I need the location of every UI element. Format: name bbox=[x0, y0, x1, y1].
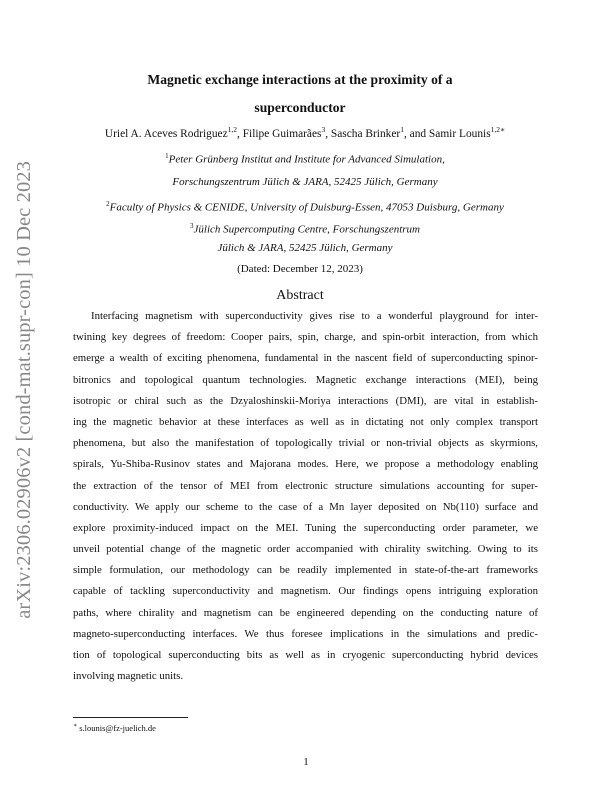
author-affiliation-mark: 1,2∗ bbox=[490, 125, 506, 134]
abstract-line: unveil potential change of the magnetic order accompanied with chirality switching. Owing to its bbox=[73, 543, 538, 556]
author-affiliation-mark: 3 bbox=[321, 125, 326, 134]
affiliation-1-line-1 bbox=[40, 148, 570, 168]
abstract-line: bitronics and topological quantum technologies. Magnetic exchange interactions (MEI), being bbox=[73, 373, 538, 386]
footnote bbox=[73, 722, 156, 733]
affiliation-1-line-2 bbox=[40, 174, 570, 190]
affiliation-mark: 1 bbox=[165, 152, 169, 160]
author-name: , Sascha Brinker bbox=[325, 127, 401, 140]
affiliation-text: Forschungszentrum Jülich & JARA, 52425 Jülich, Germany bbox=[172, 176, 438, 188]
abstract-line: Interfacing magnetism with superconductivity gives rise to a wonderful playground for inter- bbox=[91, 310, 538, 322]
affiliation-text: Peter Grünberg Institut and Institute for Advanced Simulation, bbox=[168, 153, 445, 166]
author-name: Uriel A. Aceves Rodriguez bbox=[104, 127, 228, 140]
arxiv-identifier bbox=[8, 161, 40, 619]
abstract-heading: Abstract bbox=[276, 288, 324, 303]
abstract-line: magneto-superconducting interfaces. We thus foresee implications in the simulations and predic- bbox=[73, 627, 538, 640]
abstract-line: isotropic or chiral such as the Dzyaloshinskii-Moriya interactions (DMI), are vital in establish- bbox=[73, 394, 538, 407]
footnote-email: s.lounis@fz-juelich.de bbox=[77, 722, 156, 733]
abstract-line: emerge a wealth of exciting phenomena, fundamental in the nascent field of superconducting spinor- bbox=[73, 352, 538, 365]
abstract-line: capable of tackling superconductivity and magnetism. Our findings opens intriguing exploration bbox=[73, 585, 538, 598]
abstract-line: explore proximity-induced impact on the MEI. Tuning the superconducting order parameter, we bbox=[73, 521, 538, 534]
author-affiliation-mark: 1 bbox=[400, 125, 404, 134]
affiliation-mark: 3 bbox=[190, 222, 194, 230]
abstract-line: spirals, Yu-Shiba-Rusinov states and Majorana modes. Here, we propose a methodology enabling bbox=[73, 458, 538, 471]
page-number: 1 bbox=[303, 756, 309, 768]
abstract-line: phenomena, but also the manifestation of topologically trivial or non-trivial objects as skyrmions, bbox=[73, 437, 538, 450]
author-list bbox=[60, 122, 550, 142]
affiliation-2 bbox=[40, 196, 570, 216]
abstract-line: twining key degrees of freedom: Cooper pairs, spin, charge, and spin-orbit interaction, from which bbox=[73, 331, 538, 344]
affiliation-text: Jülich Supercomputing Centre, Forschungszentrum bbox=[193, 223, 420, 236]
title-line-2: superconductor bbox=[254, 100, 346, 115]
affiliation-3-line-2 bbox=[40, 240, 570, 256]
abstract-line: paths, where chirality and magnetism can be engineered depending on the conducting nature of bbox=[73, 606, 538, 619]
author-affiliation-mark: 1,2 bbox=[227, 125, 237, 134]
abstract-line: involving magnetic units. bbox=[73, 670, 184, 683]
author-name: , Filipe Guimarães bbox=[237, 127, 322, 140]
abstract-line: the extraction of the tensor of MEI from electronic structure simulations accounting for super- bbox=[73, 479, 538, 492]
footnote-rule bbox=[73, 717, 188, 718]
abstract-line: ing the magnetic behavior at these interfaces as well as in dictating not only complex transport bbox=[73, 415, 538, 428]
abstract-line: tion of topological superconducting bits as well as in cryogenic superconducting hybrid devices bbox=[73, 649, 538, 661]
arxiv-id-text: arXiv:2306.02906v2 [cond-mat.supr-con] 10 Dec 2023 bbox=[12, 161, 35, 619]
affiliation-mark: 2 bbox=[106, 200, 110, 208]
abstract-line: simple formulation, our methodology can be readily implemented in state-of-the-art frameworks bbox=[73, 564, 538, 577]
date-line: (Dated: December 12, 2023) bbox=[237, 263, 363, 275]
affiliation-3-line-1 bbox=[40, 218, 570, 238]
affiliation-text: Faculty of Physics & CENIDE, University of Duisburg-Essen, 47053 Duisburg, Germany bbox=[109, 201, 504, 214]
paper-title bbox=[90, 66, 510, 122]
author-name: , and Samir Lounis bbox=[403, 127, 491, 140]
abstract-body bbox=[73, 306, 538, 687]
title-line-1: Magnetic exchange interactions at the proximity of a bbox=[147, 72, 453, 87]
affiliation-text: Jülich & JARA, 52425 Jülich, Germany bbox=[217, 242, 393, 254]
footnote-mark: ∗ bbox=[73, 723, 78, 729]
abstract-line: conductivity. We apply our scheme to the case of a Mn layer deposited on Nb(110) surface and bbox=[73, 500, 538, 513]
